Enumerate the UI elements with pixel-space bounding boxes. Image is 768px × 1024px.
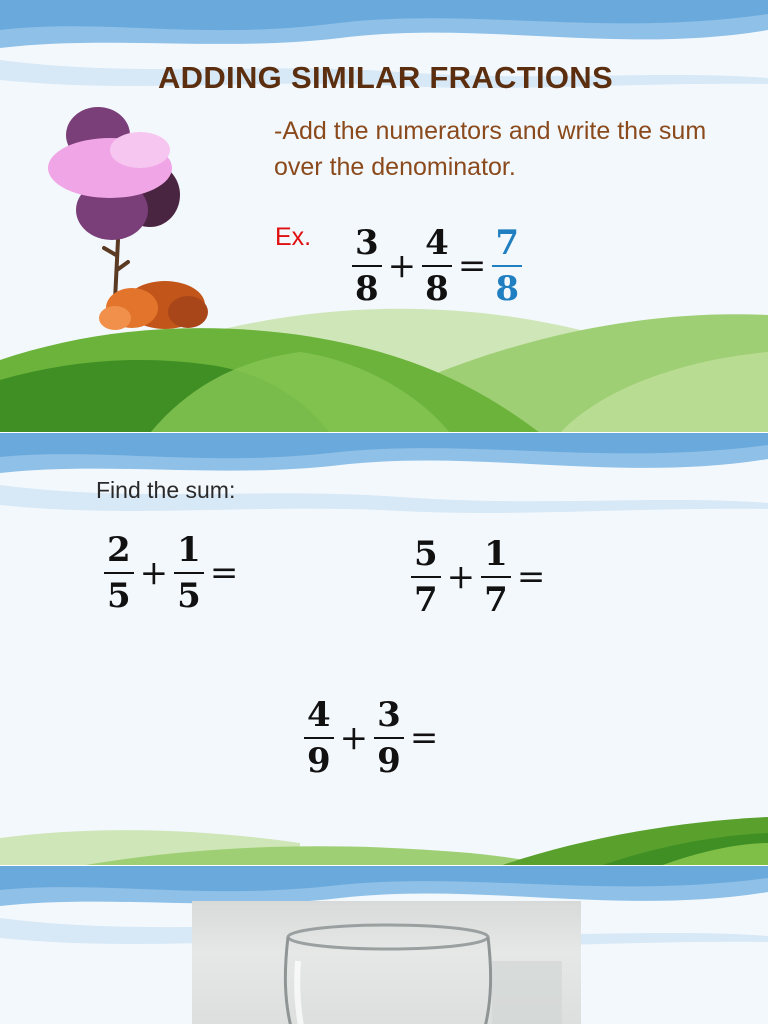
find-the-sum-prompt: Find the sum: bbox=[96, 477, 236, 503]
example-label: Ex. bbox=[275, 223, 312, 251]
fraction-3-8: $\frac{3}{8}$ bbox=[352, 226, 382, 306]
glass-icon bbox=[192, 901, 581, 1024]
rule-description: -Add the numerators and write the sum over the denominator. bbox=[274, 117, 707, 181]
glass-of-water-photo bbox=[192, 901, 581, 1024]
answer-fraction-7-8: $\frac{7}{8}$ bbox=[492, 226, 522, 306]
fraction-4-8: $\frac{4}{8}$ bbox=[422, 226, 452, 306]
plus-sign: + bbox=[387, 246, 417, 286]
example-equation bbox=[352, 223, 522, 309]
equals-sign: = bbox=[457, 246, 487, 286]
problem-1-equation: $\frac{2}{5}$ + $\frac{1}{5}$ = bbox=[104, 533, 244, 613]
problem-3-equation: $\frac{4}{9}$ + $\frac{3}{9}$ = bbox=[304, 698, 444, 778]
problem-2-equation: $\frac{5}{7}$ + $\frac{1}{7}$ = bbox=[411, 537, 551, 617]
slide-adding-similar-fractions bbox=[0, 0, 768, 433]
slide-find-the-sum bbox=[0, 433, 768, 866]
slide-title: ADDING SIMILAR FRACTIONS bbox=[158, 60, 613, 95]
slide-glass-photo bbox=[0, 866, 768, 1024]
